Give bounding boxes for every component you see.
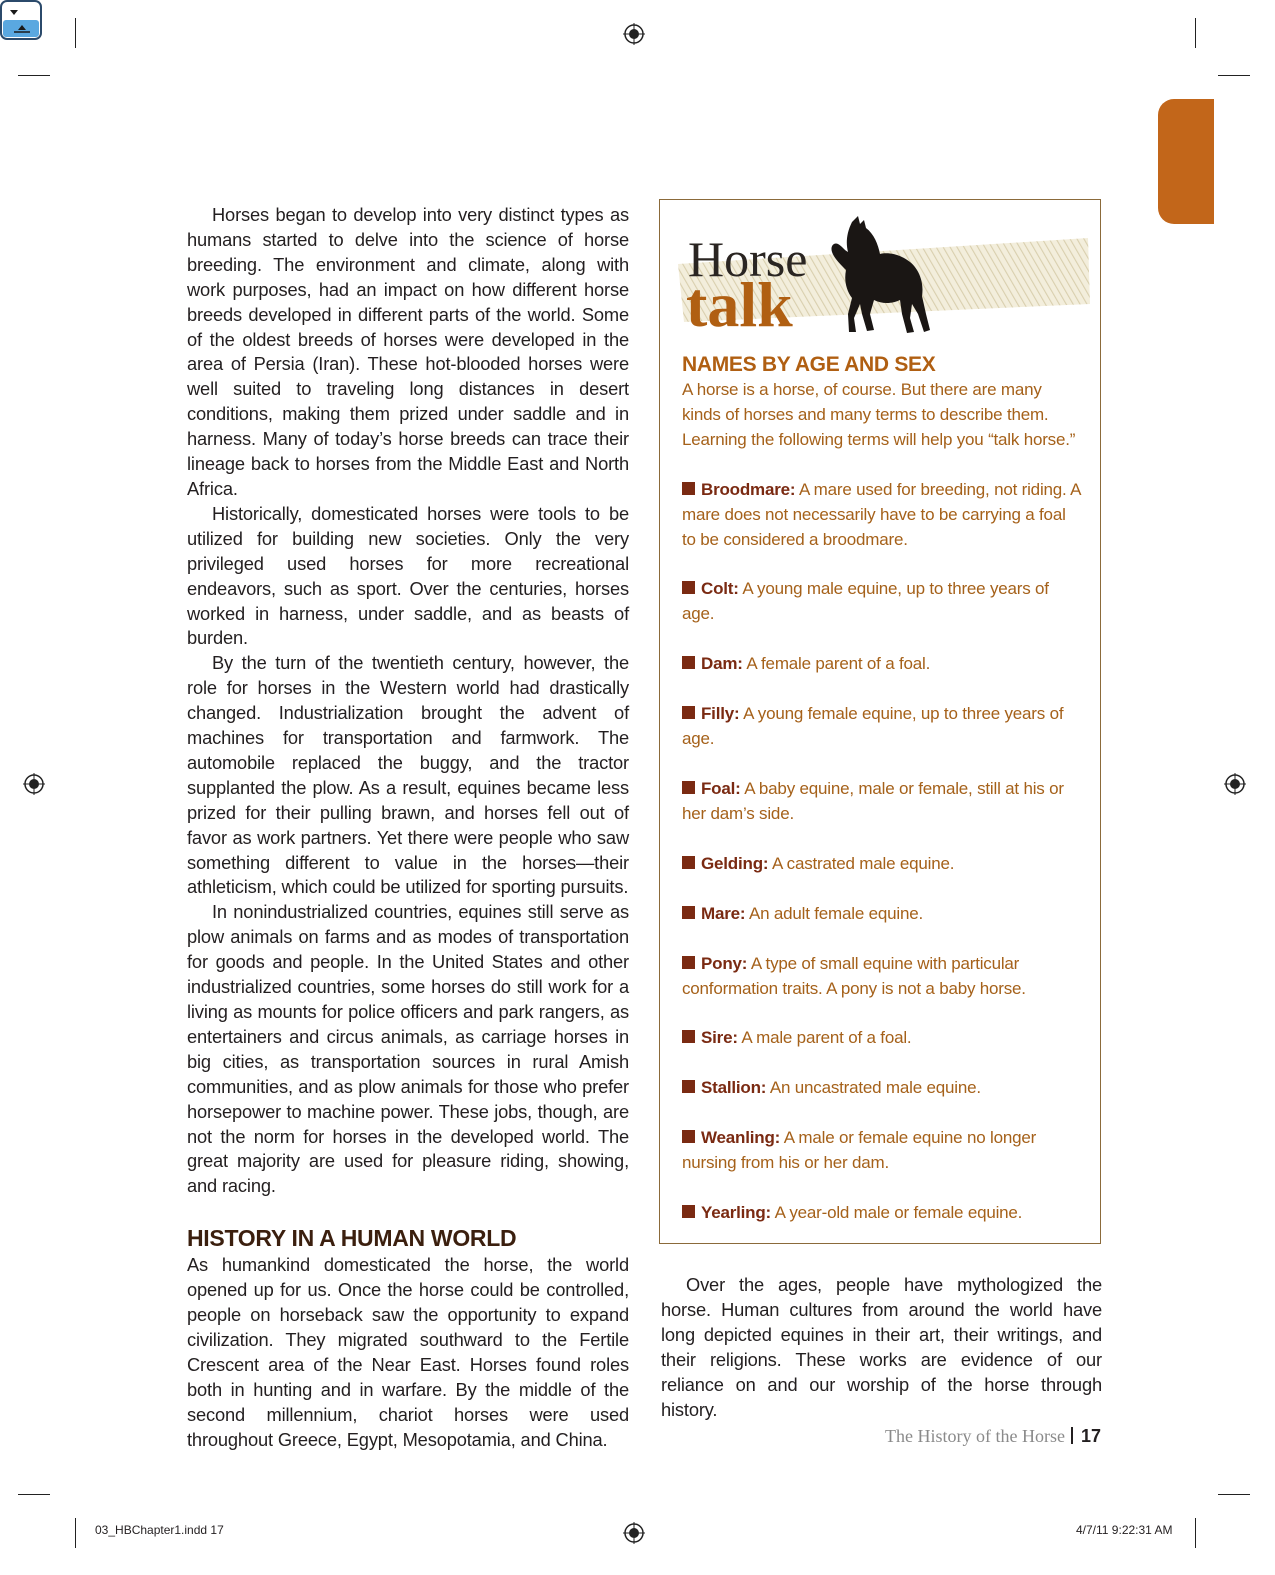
left-column xyxy=(187,203,629,1453)
term-name: Weanling: xyxy=(701,1128,781,1148)
bullet-square-icon xyxy=(682,856,695,869)
term-definition: A male parent of a foal. xyxy=(741,1028,912,1048)
term-item xyxy=(682,577,1082,627)
slug-file: 03_HBChapter1.indd 17 xyxy=(95,1523,224,1537)
term-definition: A male or female equine no longer nursing from his or her dam. xyxy=(682,1128,1037,1173)
slug-date: 4/7/11 9:22:31 AM xyxy=(1076,1523,1173,1537)
running-title: The History of the Horse xyxy=(885,1426,1065,1446)
sidebar-heading: NAMES BY AGE AND SEX xyxy=(682,353,936,376)
term-name: Yearling: xyxy=(701,1203,772,1223)
bullet-square-icon xyxy=(682,482,695,495)
term-item xyxy=(682,1126,1082,1176)
crop-mark xyxy=(18,75,50,76)
term-definition: A year-old male or female equine. xyxy=(774,1203,1023,1223)
horse-talk-logo xyxy=(674,214,1092,339)
crop-mark xyxy=(18,1494,50,1495)
bullet-square-icon xyxy=(682,781,695,794)
term-name: Pony: xyxy=(701,953,748,973)
horse-silhouette-icon xyxy=(831,216,930,333)
body-paragraph: Historically, domesticated horses were tools to be utilized for building new societies. Only the very privileged used horses for more recreational endeavors, such as sport. Over the centuries, horses worked in harness, under saddle, and as beasts of burden. xyxy=(187,502,629,649)
term-item xyxy=(682,777,1082,827)
term-definition: An uncastrated male equine. xyxy=(769,1078,981,1098)
term-name: Dam: xyxy=(701,654,743,674)
bullet-square-icon xyxy=(682,906,695,919)
bullet-square-icon xyxy=(682,1080,695,1093)
term-item xyxy=(682,902,1082,927)
sidebar-intro: A horse is a horse, of course. But there are many kinds of horses and many terms to describe them. Learning the following terms will help you “talk horse.” xyxy=(682,380,1076,449)
term-item xyxy=(682,1026,1082,1051)
term-definition: An adult female equine. xyxy=(748,903,923,923)
term-definition: A mare used for breeding, not riding. A mare does not necessarily have to be carrying a foal to be considered a broodmare. xyxy=(682,479,1081,549)
term-name: Foal: xyxy=(701,778,741,798)
body-paragraph: In nonindustrialized countries, equines still serve as plow animals on farms and as modes of transportation for goods and people. In the United States and other industrialized countries, some horses do still work for a living as mounts for police officers and park rangers, as entertainers and circus animals, as carriage horses in big cities, as transportation sources in rural Amish communities, and as plow animals for those who prefer horsepower to machine power. These jobs, though, are not the norm for horses in the developed world. The great majority are used for pleasure riding, showing, and racing. xyxy=(187,901,629,1197)
term-item xyxy=(682,1201,1082,1226)
page-folio xyxy=(885,1426,1101,1447)
term-name: Sire: xyxy=(701,1028,738,1048)
bullet-square-icon xyxy=(682,581,695,594)
body-paragraph: As humankind domesticated the horse, the world opened up for us. Once the horse could be controlled, people on horseback saw the opportunity to expand civilization. They migrated southward to the Fertile Crescent area of the Near East. Horses found roles both in hunting and in warfare. By the middle of the second millennium, chariot horses were used throughout Greece, Egypt, Mesopotamia, and China. xyxy=(187,1254,629,1450)
term-item xyxy=(682,652,1082,677)
term-definition: A baby equine, male or female, still at his or her dam’s side. xyxy=(682,778,1064,823)
folio-separator xyxy=(1071,1427,1073,1444)
body-paragraph: Over the ages, people have mythologized the horse. Human cultures from around the world have long depicted equines in their art, their writings, and their religions. These works are evidence of our reliance on and our worship of the horse through history. xyxy=(661,1274,1102,1420)
bullet-square-icon xyxy=(682,956,695,969)
viewer-toggle-icon[interactable] xyxy=(0,0,42,40)
registration-mark-icon xyxy=(623,1522,645,1544)
term-name: Colt: xyxy=(701,579,739,599)
crop-mark xyxy=(1218,1494,1250,1495)
term-item xyxy=(682,852,1082,877)
term-item xyxy=(682,1076,1082,1101)
horse-talk-sidebar xyxy=(659,199,1101,1244)
crop-mark xyxy=(1218,75,1250,76)
right-column xyxy=(661,1273,1102,1422)
logo-word-horse: Horse xyxy=(688,231,808,287)
crop-mark xyxy=(1195,18,1196,48)
term-name: Mare: xyxy=(701,903,746,923)
term-definition: A young male equine, up to three years of age. xyxy=(682,579,1049,624)
term-name: Gelding: xyxy=(701,853,769,873)
term-definition: A type of small equine with particular conformation traits. A pony is not a baby horse. xyxy=(682,953,1026,998)
section-heading: HISTORY IN A HUMAN WORLD xyxy=(187,1225,517,1252)
term-definition: A female parent of a foal. xyxy=(746,654,931,674)
logo-word-talk: talk xyxy=(686,269,793,339)
registration-mark-icon xyxy=(23,773,45,795)
bullet-square-icon xyxy=(682,706,695,719)
crop-mark xyxy=(1195,1518,1196,1548)
term-definition: A young female equine, up to three years of age. xyxy=(682,704,1064,749)
bullet-square-icon xyxy=(682,1030,695,1043)
chapter-tab xyxy=(1158,99,1214,224)
crop-mark xyxy=(75,18,76,48)
term-name: Filly: xyxy=(701,704,740,724)
term-definition: A castrated male equine. xyxy=(771,853,955,873)
registration-mark-icon xyxy=(1224,773,1246,795)
page-number: 17 xyxy=(1080,1426,1101,1446)
registration-mark-icon xyxy=(623,23,645,45)
crop-mark xyxy=(75,1518,76,1548)
term-item xyxy=(682,952,1082,1002)
bullet-square-icon xyxy=(682,1130,695,1143)
body-paragraph: Horses began to develop into very distinct types as humans started to delve into the science of horse breeding. The environment and climate, along with work purposes, had an impact on how different horse breeds developed in different parts of the world. Some of the oldest breeds of horses were developed in the area of Persia (Iran). These hot-blooded horses were well suited to traveling long distances in desert conditions, making them prized under saddle and in harness. Many of today’s horse breeds can trace their lineage back to horses from the Middle East and North Africa. xyxy=(187,204,629,499)
bullet-square-icon xyxy=(682,656,695,669)
term-item xyxy=(682,478,1082,553)
term-name: Broodmare: xyxy=(701,479,796,499)
term-item xyxy=(682,702,1082,752)
sidebar-content xyxy=(682,352,1082,1251)
bullet-square-icon xyxy=(682,1205,695,1218)
body-paragraph: By the turn of the twentieth century, however, the role for horses in the Western world had drastically changed. Industrialization brought the advent of machines for transportation and farmwork. The automobile replaced the buggy, and the tractor supplanted the plow. As a result, equines became less prized for their pulling brawn, and horses fell out of favor as work partners. Yet there were people who saw something different to value in the horses—their athleticism, which could be utilized for sporting pursuits. xyxy=(187,652,629,898)
term-name: Stallion: xyxy=(701,1078,767,1098)
